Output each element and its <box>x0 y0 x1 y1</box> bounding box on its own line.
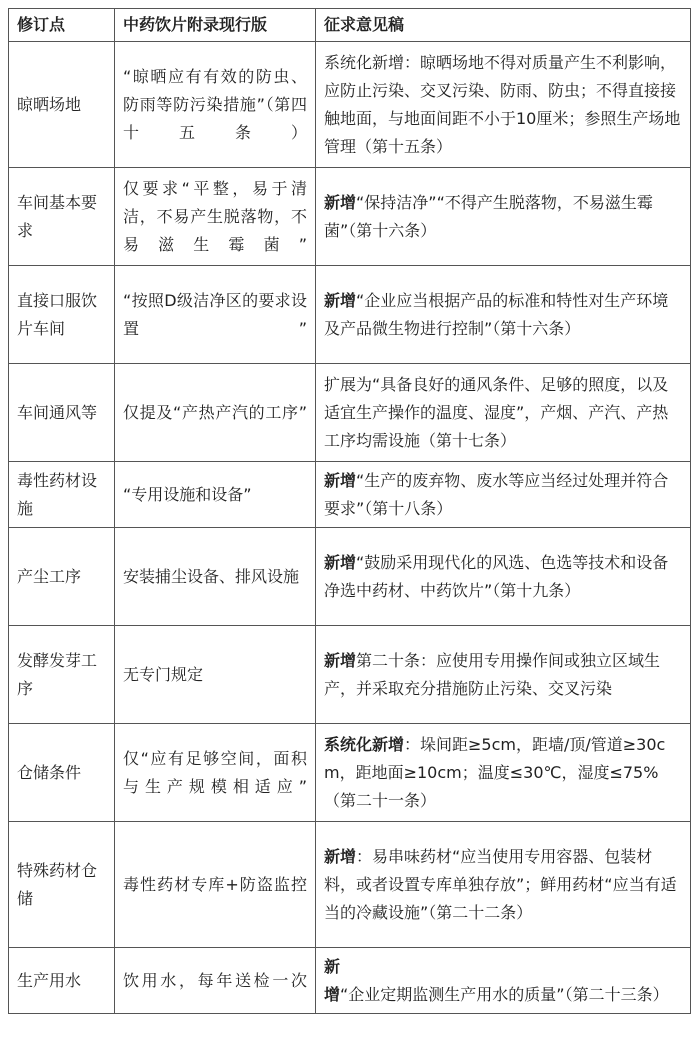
table-row <box>9 42 691 168</box>
draft-bold-label: 新增 <box>324 192 357 212</box>
table-row <box>9 626 691 724</box>
revision-point-cell: 生产用水 <box>9 948 115 1014</box>
header-row <box>9 9 691 42</box>
table-row <box>9 266 691 364</box>
revision-point-cell: 晾晒场地 <box>9 42 115 168</box>
table-row <box>9 822 691 948</box>
draft-text: “生产的废弃物、废水等应当经过处理并符合要求”（第十八条） <box>324 470 669 518</box>
current-version-cell: 仅“应有足够空间，面积与生产规模相适应” <box>115 724 316 822</box>
draft-bold-label: 新增 <box>324 470 357 490</box>
draft-bold-label: 新增 <box>324 650 357 670</box>
draft-cell <box>316 528 691 626</box>
draft-text: “保持洁净”“不得产生脱落物，不易滋生霉菌”（第十六条） <box>324 192 653 240</box>
current-version-cell: “专用设施和设备” <box>115 462 316 528</box>
revision-point-cell: 车间通风等 <box>9 364 115 462</box>
draft-cell <box>316 822 691 948</box>
draft-text: ：易串味药材“应当使用专用容器、包装材料，或者设置专库单独存放”；鲜用药材“应当有适当的冷藏设施”（第二十二条） <box>324 846 677 922</box>
table-row <box>9 462 691 528</box>
revision-point-cell: 产尘工序 <box>9 528 115 626</box>
draft-bold-label: 新增 <box>324 846 357 866</box>
header-revision-point: 修订点 <box>9 9 115 42</box>
draft-bold-label: 系统化新增 <box>324 734 405 754</box>
draft-text: “企业定期监测生产用水的质量”（第二十三条） <box>340 984 669 1004</box>
revision-point-cell: 特殊药材仓储 <box>9 822 115 948</box>
draft-text: 系统化新增：晾晒场地不得对质量产生不利影响，应防止污染、交叉污染、防雨、防虫；不得直接接触地面，与地面间距不小于10厘米；参照生产场地管理（第十五条） <box>324 52 681 156</box>
table-row <box>9 364 691 462</box>
table-row <box>9 528 691 626</box>
table-row <box>9 724 691 822</box>
draft-text: “鼓励采用现代化的风选、色选等技术和设备净选中药材、中药饮片”（第十九条） <box>324 552 669 600</box>
current-version-cell: 饮用水，每年送检一次 <box>115 948 316 1014</box>
draft-cell <box>316 948 691 1014</box>
draft-text: 第二十条：应使用专用操作间或独立区域生产，并采取充分措施防止污染、交叉污染 <box>324 650 661 698</box>
revision-point-cell: 车间基本要求 <box>9 168 115 266</box>
draft-text: 扩展为“具备良好的通风条件、足够的照度，以及适宜生产操作的温度、湿度”，产烟、产汽、产热工序均需设施（第十七条） <box>324 374 669 450</box>
current-version-cell: 无专门规定 <box>115 626 316 724</box>
draft-bold-label: 新增 <box>324 552 357 572</box>
current-version-cell: “晾晒应有有效的防虫、防雨等防污染措施”（第四十五条） <box>115 42 316 168</box>
header-current-version: 中药饮片附录现行版 <box>115 9 316 42</box>
table-row <box>9 168 691 266</box>
revision-point-cell: 发酵发芽工序 <box>9 626 115 724</box>
draft-cell <box>316 42 691 168</box>
revision-point-cell: 直接口服饮片车间 <box>9 266 115 364</box>
draft-cell <box>316 462 691 528</box>
current-version-cell: 安装捕尘设备、排风设施 <box>115 528 316 626</box>
revision-point-cell: 仓储条件 <box>9 724 115 822</box>
comparison-table <box>8 8 691 1014</box>
draft-cell <box>316 168 691 266</box>
current-version-cell: 仅提及“产热产汽的工序” <box>115 364 316 462</box>
current-version-cell: 仅要求“平整，易于清洁，不易产生脱落物，不易滋生霉菌” <box>115 168 316 266</box>
draft-text: “企业应当根据产品的标准和特性对生产环境及产品微生物进行控制”（第十六条） <box>324 290 669 338</box>
draft-cell <box>316 266 691 364</box>
current-version-cell: 毒性药材专库+防盗监控 <box>115 822 316 948</box>
draft-text: ：垛间距≥5cm，距墙/顶/管道≥30cm，距地面≥10cm；温度≤30℃，湿度≤75%（第二十一条） <box>324 734 666 810</box>
draft-cell <box>316 626 691 724</box>
revision-point-cell: 毒性药材设施 <box>9 462 115 528</box>
header-draft: 征求意见稿 <box>316 9 691 42</box>
draft-bold-label: 新增 <box>324 290 357 310</box>
draft-cell <box>316 724 691 822</box>
draft-bold-label: 新增 <box>324 956 341 1004</box>
current-version-cell: “按照D级洁净区的要求设置” <box>115 266 316 364</box>
draft-cell <box>316 364 691 462</box>
table-row <box>9 948 691 1014</box>
